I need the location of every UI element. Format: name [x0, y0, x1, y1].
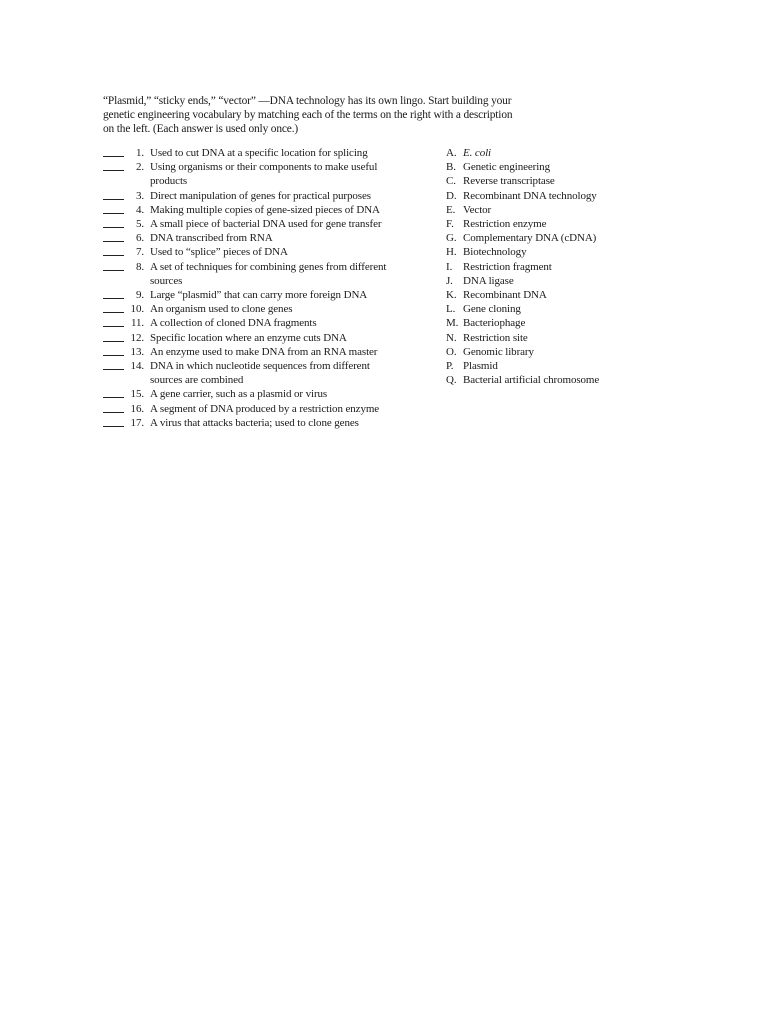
answer-letter: M. [446, 317, 459, 330]
answer-term: Restriction site [463, 331, 528, 344]
question-number: 2. [135, 161, 144, 174]
answer-blank[interactable] [103, 345, 124, 356]
answer-option [446, 373, 646, 387]
answer-term: Bacteriophage [463, 317, 526, 330]
question-item [103, 345, 433, 359]
question-list [103, 146, 433, 430]
question-number: 8. [135, 260, 144, 273]
question-item [103, 416, 433, 430]
question-number: 13. [130, 345, 144, 358]
question-item [103, 402, 433, 416]
answer-term: Gene cloning [463, 303, 521, 316]
answer-letter: D. [446, 189, 457, 202]
question-number: 15. [130, 388, 144, 401]
answer-blank[interactable] [103, 316, 124, 327]
answer-term: Vector [463, 203, 492, 216]
question-item [103, 260, 433, 288]
answer-letter: K. [446, 289, 457, 302]
answer-option [446, 274, 646, 288]
question-text: A small piece of bacterial DNA used for gene transfer [150, 218, 382, 231]
question-text: Used to cut DNA at a specific location for splicing [150, 147, 368, 159]
answer-letter: L. [446, 303, 456, 316]
question-number: 14. [130, 360, 144, 373]
instructions-paragraph: “Plasmid,” “sticky ends,” “vector” —DNA technology has its own lingo. Start building your genetic engineering vocabulary by matching each of the terms on the right with a description on the left. (Each answer is used only once.) [103, 95, 513, 136]
answer-blank[interactable] [103, 189, 124, 200]
question-number: 12. [130, 331, 144, 344]
question-text: Using organisms or their components to make useful products [150, 161, 378, 188]
question-number: 11. [130, 317, 144, 330]
question-item [103, 203, 433, 217]
question-number: 7. [135, 246, 144, 259]
answer-letter: B. [446, 161, 456, 174]
question-text: A gene carrier, such as a plasmid or virus [150, 388, 328, 401]
answer-letter: J. [446, 274, 453, 287]
question-text: Direct manipulation of genes for practical purposes [150, 189, 371, 202]
answer-option [446, 174, 646, 188]
question-number: 10. [130, 303, 144, 316]
answer-option [446, 316, 646, 330]
answer-option [446, 331, 646, 345]
question-text: A virus that attacks bacteria; used to clone genes [150, 416, 359, 429]
answer-blank[interactable] [103, 203, 124, 214]
question-number: 4. [135, 203, 144, 216]
answer-letter: E. [446, 203, 456, 216]
question-number: 17. [130, 416, 144, 429]
answer-term: Recombinant DNA [463, 289, 547, 302]
answer-term: Biotechnology [463, 246, 527, 259]
answer-option [446, 288, 646, 302]
question-item [103, 302, 433, 316]
question-text: Specific location where an enzyme cuts DNA [150, 331, 347, 344]
question-number: 3. [135, 189, 144, 202]
question-text: A collection of cloned DNA fragments [150, 317, 317, 330]
question-item [103, 189, 433, 203]
question-item [103, 231, 433, 245]
question-item [103, 387, 433, 401]
answer-blank[interactable] [103, 416, 124, 427]
answer-option [446, 160, 646, 174]
answer-option [446, 302, 646, 316]
answer-letter: C. [446, 175, 456, 188]
question-text: A segment of DNA produced by a restriction enzyme [150, 402, 380, 415]
answer-term: Complementary DNA (cDNA) [463, 232, 597, 245]
answer-blank[interactable] [103, 288, 124, 299]
answer-term: Genomic library [463, 345, 534, 358]
answer-blank[interactable] [103, 231, 124, 242]
answer-blank[interactable] [103, 146, 124, 157]
answer-letter: A. [446, 147, 457, 159]
question-text: An organism used to clone genes [150, 303, 293, 316]
question-number: 6. [135, 232, 144, 245]
answer-letter: O. [446, 345, 457, 358]
answer-blank[interactable] [103, 302, 124, 313]
answer-term: Reverse transcriptase [463, 175, 555, 188]
answer-letter: H. [446, 246, 457, 259]
answer-option [446, 345, 646, 359]
question-item [103, 331, 433, 345]
answer-term: Recombinant DNA technology [463, 189, 597, 202]
answer-option [446, 245, 646, 259]
answer-blank[interactable] [103, 387, 124, 398]
question-text: DNA in which nucleotide sequences from different sources are combined [150, 360, 370, 387]
question-text: Making multiple copies of gene-sized pieces of DNA [150, 203, 380, 216]
question-number: 1. [135, 147, 144, 159]
question-number: 16. [130, 402, 144, 415]
answer-option [446, 217, 646, 231]
answer-term: Genetic engineering [463, 161, 550, 174]
answer-blank[interactable] [103, 260, 124, 271]
answer-option [446, 359, 646, 373]
answer-term: Bacterial artificial chromosome [463, 374, 600, 387]
question-number: 9. [135, 289, 144, 302]
answer-term: Plasmid [463, 360, 498, 373]
answer-blank[interactable] [103, 217, 124, 228]
answer-letter: N. [446, 331, 457, 344]
question-item [103, 288, 433, 302]
answer-letter: I. [446, 260, 453, 273]
question-number: 5. [135, 218, 144, 231]
answer-term: Restriction fragment [463, 260, 552, 273]
answer-list [446, 146, 646, 387]
answer-letter: F. [446, 218, 454, 231]
question-item [103, 359, 433, 387]
answer-letter: P. [446, 360, 454, 373]
answer-term: Restriction enzyme [463, 218, 547, 231]
question-text: DNA transcribed from RNA [150, 232, 273, 245]
question-item [103, 217, 433, 231]
answer-option [446, 189, 646, 203]
question-text: A set of techniques for combining genes from different sources [150, 260, 387, 287]
answer-option [446, 260, 646, 274]
answer-letter: G. [446, 232, 457, 245]
answer-blank[interactable] [103, 160, 124, 171]
question-item [103, 245, 433, 259]
answer-blank[interactable] [103, 359, 124, 370]
question-item [103, 316, 433, 330]
answer-term: E. coli [463, 147, 492, 159]
answer-option [446, 231, 646, 245]
question-item [103, 160, 433, 188]
question-text: An enzyme used to make DNA from an RNA master [150, 345, 378, 358]
answer-term: DNA ligase [463, 274, 514, 287]
answer-blank[interactable] [103, 331, 124, 342]
answer-blank[interactable] [103, 402, 124, 413]
answer-blank[interactable] [103, 245, 124, 256]
question-item [103, 146, 433, 160]
answer-option [446, 203, 646, 217]
question-text: Large “plasmid” that can carry more foreign DNA [150, 289, 368, 302]
answer-letter: Q. [446, 374, 457, 387]
question-text: Used to “splice” pieces of DNA [150, 246, 288, 259]
answer-option [446, 146, 646, 160]
